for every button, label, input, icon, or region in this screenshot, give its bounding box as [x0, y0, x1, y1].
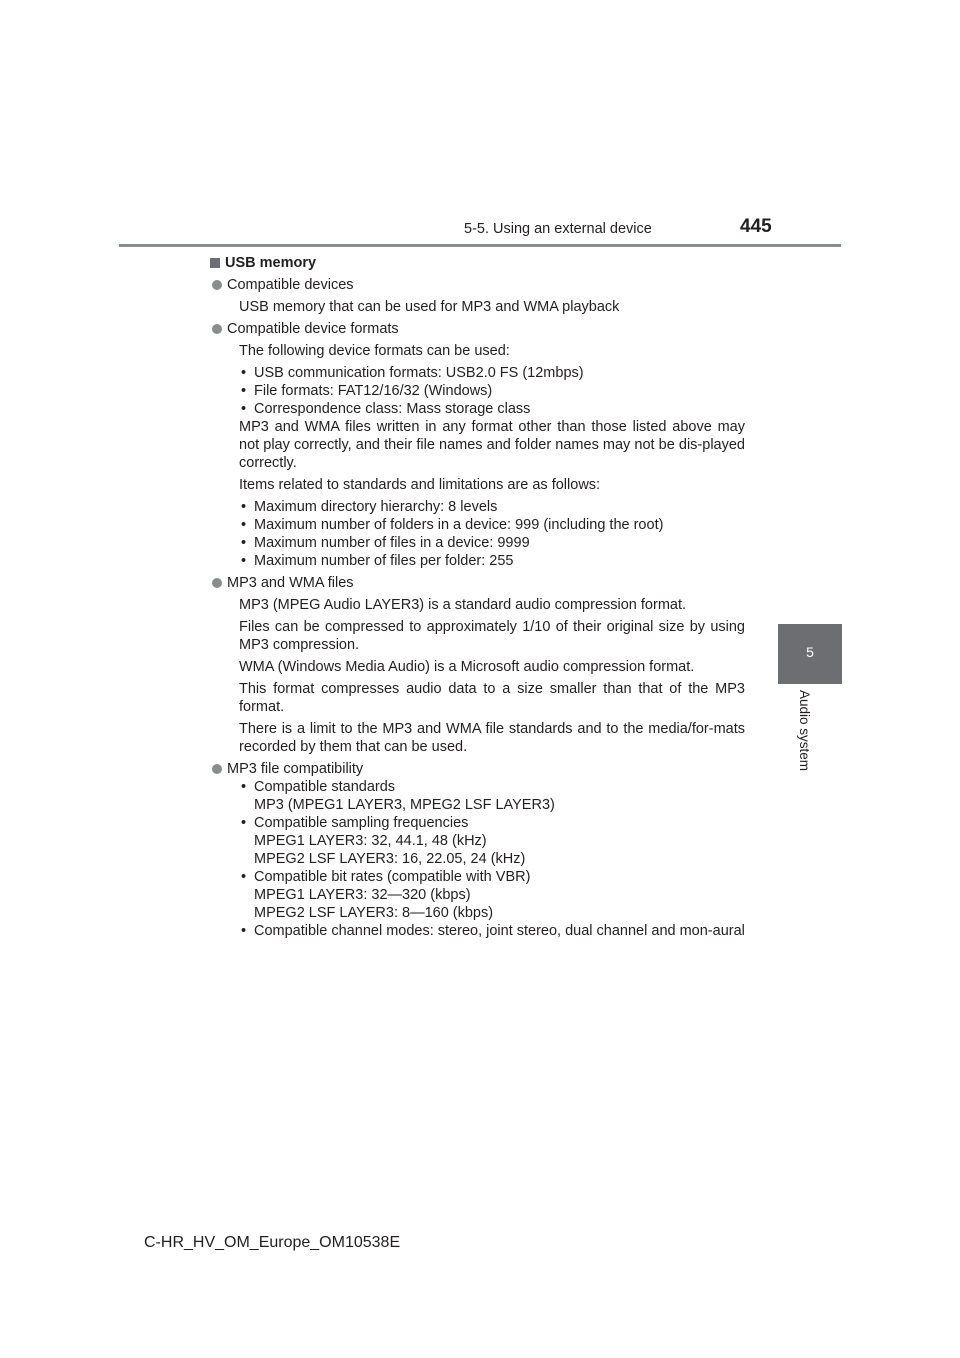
- list-item: [239, 382, 745, 400]
- page-content: [210, 254, 745, 940]
- list-item: [239, 400, 745, 418]
- list-item-line: MPEG2 LSF LAYER3: 8—160 (kbps): [254, 905, 494, 921]
- list-item-label: Compatible channel modes: stereo, joint stereo, dual channel and mon-aural: [254, 923, 745, 939]
- dot-bullet: •: [241, 401, 247, 417]
- list-item-label: Compatible standards: [254, 779, 396, 795]
- bullet-heading: [210, 276, 745, 294]
- bullet-heading: [210, 760, 745, 778]
- list-item: [239, 814, 745, 868]
- list-item: [239, 778, 745, 814]
- header-rule: [119, 244, 841, 247]
- footer-doc-id: C-HR_HV_OM_Europe_OM10538E: [144, 1234, 401, 1251]
- paragraph: Items related to standards and limitations are as follows:: [239, 477, 601, 493]
- dot-list: [210, 364, 745, 418]
- chapter-tab-number: 5: [806, 644, 814, 660]
- dot-bullet: •: [241, 779, 247, 795]
- list-item: [239, 498, 745, 516]
- list-item-text: Correspondence class: Mass storage class: [254, 401, 531, 417]
- list-item: [239, 552, 745, 570]
- circle-bullet-icon: [212, 578, 222, 588]
- list-item-text: Maximum number of files in a device: 9999: [254, 535, 530, 551]
- paragraph: The following device formats can be used:: [239, 343, 510, 359]
- paragraph: There is a limit to the MP3 and WMA file standards and to the media/for-mats recorded by them that can be used.: [239, 721, 745, 755]
- list-item-text: Maximum number of files per folder: 255: [254, 553, 514, 569]
- circle-bullet-icon: [212, 324, 222, 334]
- paragraph: This format compresses audio data to a size smaller than that of the MP3 format.: [239, 681, 745, 715]
- square-bullet-icon: [210, 258, 220, 268]
- section-heading-text: USB memory: [225, 255, 317, 271]
- list-item-text: File formats: FAT12/16/32 (Windows): [254, 383, 493, 399]
- circle-bullet-icon: [212, 280, 222, 290]
- circle-bullet-icon: [212, 764, 222, 774]
- list-item: [239, 364, 745, 382]
- paragraph: WMA (Windows Media Audio) is a Microsoft audio compression format.: [239, 659, 695, 675]
- dot-list: [210, 498, 745, 570]
- list-item: [239, 868, 745, 922]
- bullet-heading-text: MP3 and WMA files: [227, 575, 354, 591]
- list-item: [239, 534, 745, 552]
- list-item-body: [254, 868, 745, 922]
- chapter-side-label: Audio system: [797, 690, 812, 772]
- section-heading: [210, 254, 745, 272]
- list-item: [239, 516, 745, 534]
- dot-list: [210, 778, 745, 940]
- paragraph: MP3 (MPEG Audio LAYER3) is a standard audio compression format.: [239, 597, 687, 613]
- chapter-tab: [778, 624, 842, 684]
- list-item-text: Maximum directory hierarchy: 8 levels: [254, 499, 498, 515]
- paragraph: Files can be compressed to approximately 1/10 of their original size by using MP3 compression.: [239, 619, 745, 653]
- dot-bullet: •: [241, 383, 247, 399]
- bullet-heading-text: Compatible devices: [227, 277, 354, 293]
- list-item-body: [254, 778, 745, 814]
- list-item-body: [254, 922, 745, 940]
- page-header-title: 5-5. Using an external device: [464, 221, 652, 237]
- list-item-line: MPEG1 LAYER3: 32, 44.1, 48 (kHz): [254, 833, 487, 849]
- dot-bullet: •: [241, 365, 247, 381]
- dot-bullet: •: [241, 923, 247, 939]
- dot-bullet: •: [241, 553, 247, 569]
- dot-bullet: •: [241, 517, 247, 533]
- list-item-line: MPEG2 LSF LAYER3: 16, 22.05, 24 (kHz): [254, 851, 526, 867]
- page-number: 445: [740, 216, 772, 237]
- dot-bullet: •: [241, 499, 247, 515]
- bullet-heading-text: Compatible device formats: [227, 321, 399, 337]
- list-item-label: Compatible bit rates (compatible with VBR): [254, 869, 531, 885]
- dot-bullet: •: [241, 535, 247, 551]
- list-item-line: MP3 (MPEG1 LAYER3, MPEG2 LSF LAYER3): [254, 797, 555, 813]
- list-item-body: [254, 814, 745, 868]
- list-item-text: USB communication formats: USB2.0 FS (12mbps): [254, 365, 584, 381]
- bullet-heading: [210, 574, 745, 592]
- paragraph: USB memory that can be used for MP3 and WMA playback: [239, 299, 620, 315]
- dot-bullet: •: [241, 815, 247, 831]
- list-item-line: MPEG1 LAYER3: 32—320 (kbps): [254, 887, 471, 903]
- list-item-label: Compatible sampling frequencies: [254, 815, 469, 831]
- bullet-heading-text: MP3 file compatibility: [227, 761, 364, 777]
- note-paragraph: MP3 and WMA files written in any format other than those listed above may not play correctly, and their file names and folder names may not be dis-played correctly.: [239, 419, 745, 471]
- bullet-heading: [210, 320, 745, 338]
- dot-bullet: •: [241, 869, 247, 885]
- list-item: [239, 922, 745, 940]
- list-item-text: Maximum number of folders in a device: 999 (including the root): [254, 517, 664, 533]
